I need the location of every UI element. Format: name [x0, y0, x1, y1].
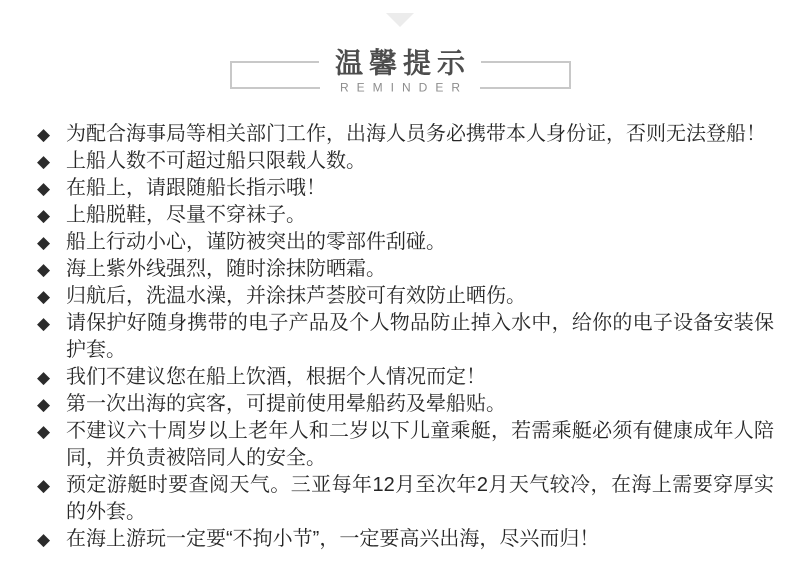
tip-text: 预定游艇时要查阅天气。三亚每年12月至次年2月天气较冷，在海上需要穿厚实的外套。 — [66, 474, 774, 523]
diamond-bullet-icon: ◆ — [37, 179, 51, 198]
diamond-bullet-icon: ◆ — [37, 368, 51, 387]
diamond-bullet-icon: ◆ — [37, 530, 51, 549]
tip-item — [37, 526, 774, 553]
tip-text: 在海上游玩一定要“不拘小节”，一定要高兴出海，尽兴而归！ — [66, 528, 600, 550]
tip-text: 为配合海事局等相关部门工作，出海人员务必携带本人身份证，否则无法登船！ — [66, 123, 766, 145]
tip-text: 我们不建议您在船上饮酒，根据个人情况而定！ — [66, 366, 486, 388]
diamond-bullet-icon: ◆ — [37, 125, 51, 144]
tip-item — [37, 175, 774, 202]
tips-list — [37, 121, 774, 553]
tip-item — [37, 310, 774, 364]
tip-text: 请保护好随身携带的电子产品及个人物品防止掉入水中，给你的电子设备安装保护套。 — [66, 312, 774, 361]
tip-text: 在船上，请跟随船长指示哦！ — [66, 177, 326, 199]
diamond-bullet-icon: ◆ — [37, 206, 51, 225]
tip-item — [37, 121, 774, 148]
diamond-bullet-icon: ◆ — [37, 422, 51, 441]
diamond-bullet-icon: ◆ — [37, 476, 51, 495]
diamond-bullet-icon: ◆ — [37, 260, 51, 279]
tip-text: 上船人数不可超过船只限载人数。 — [66, 150, 366, 172]
diamond-bullet-icon: ◆ — [37, 152, 51, 171]
tip-item — [37, 418, 774, 472]
tip-text: 不建议六十周岁以上老年人和二岁以下儿童乘艇，若需乘艇必须有健康成年人陪同，并负责被陪同人的安全。 — [66, 420, 774, 469]
tip-item — [37, 364, 774, 391]
diamond-bullet-icon: ◆ — [37, 233, 51, 252]
page-subtitle: REMINDER — [320, 80, 480, 94]
diamond-bullet-icon: ◆ — [37, 395, 51, 414]
diamond-bullet-icon: ◆ — [37, 314, 51, 333]
triangle-down-icon — [386, 13, 414, 27]
tip-text: 第一次出海的宾客，可提前使用晕船药及晕船贴。 — [66, 393, 506, 415]
tip-item — [37, 148, 774, 175]
reminder-notice-page — [0, 13, 800, 583]
tip-item — [37, 283, 774, 310]
tip-item — [37, 256, 774, 283]
page-title: 温馨提示 — [319, 41, 481, 81]
tip-item — [37, 472, 774, 526]
diamond-bullet-icon: ◆ — [37, 287, 51, 306]
header-frame — [230, 47, 571, 95]
tip-item — [37, 202, 774, 229]
tip-text: 船上行动小心，谨防被突出的零部件刮碰。 — [66, 231, 446, 253]
tip-text: 归航后，洗温水澡，并涂抹芦荟胶可有效防止晒伤。 — [66, 285, 526, 307]
tip-item — [37, 229, 774, 256]
tip-text: 上船脱鞋，尽量不穿袜子。 — [66, 204, 306, 226]
tip-item — [37, 391, 774, 418]
tip-text: 海上紫外线强烈，随时涂抹防晒霜。 — [66, 258, 386, 280]
